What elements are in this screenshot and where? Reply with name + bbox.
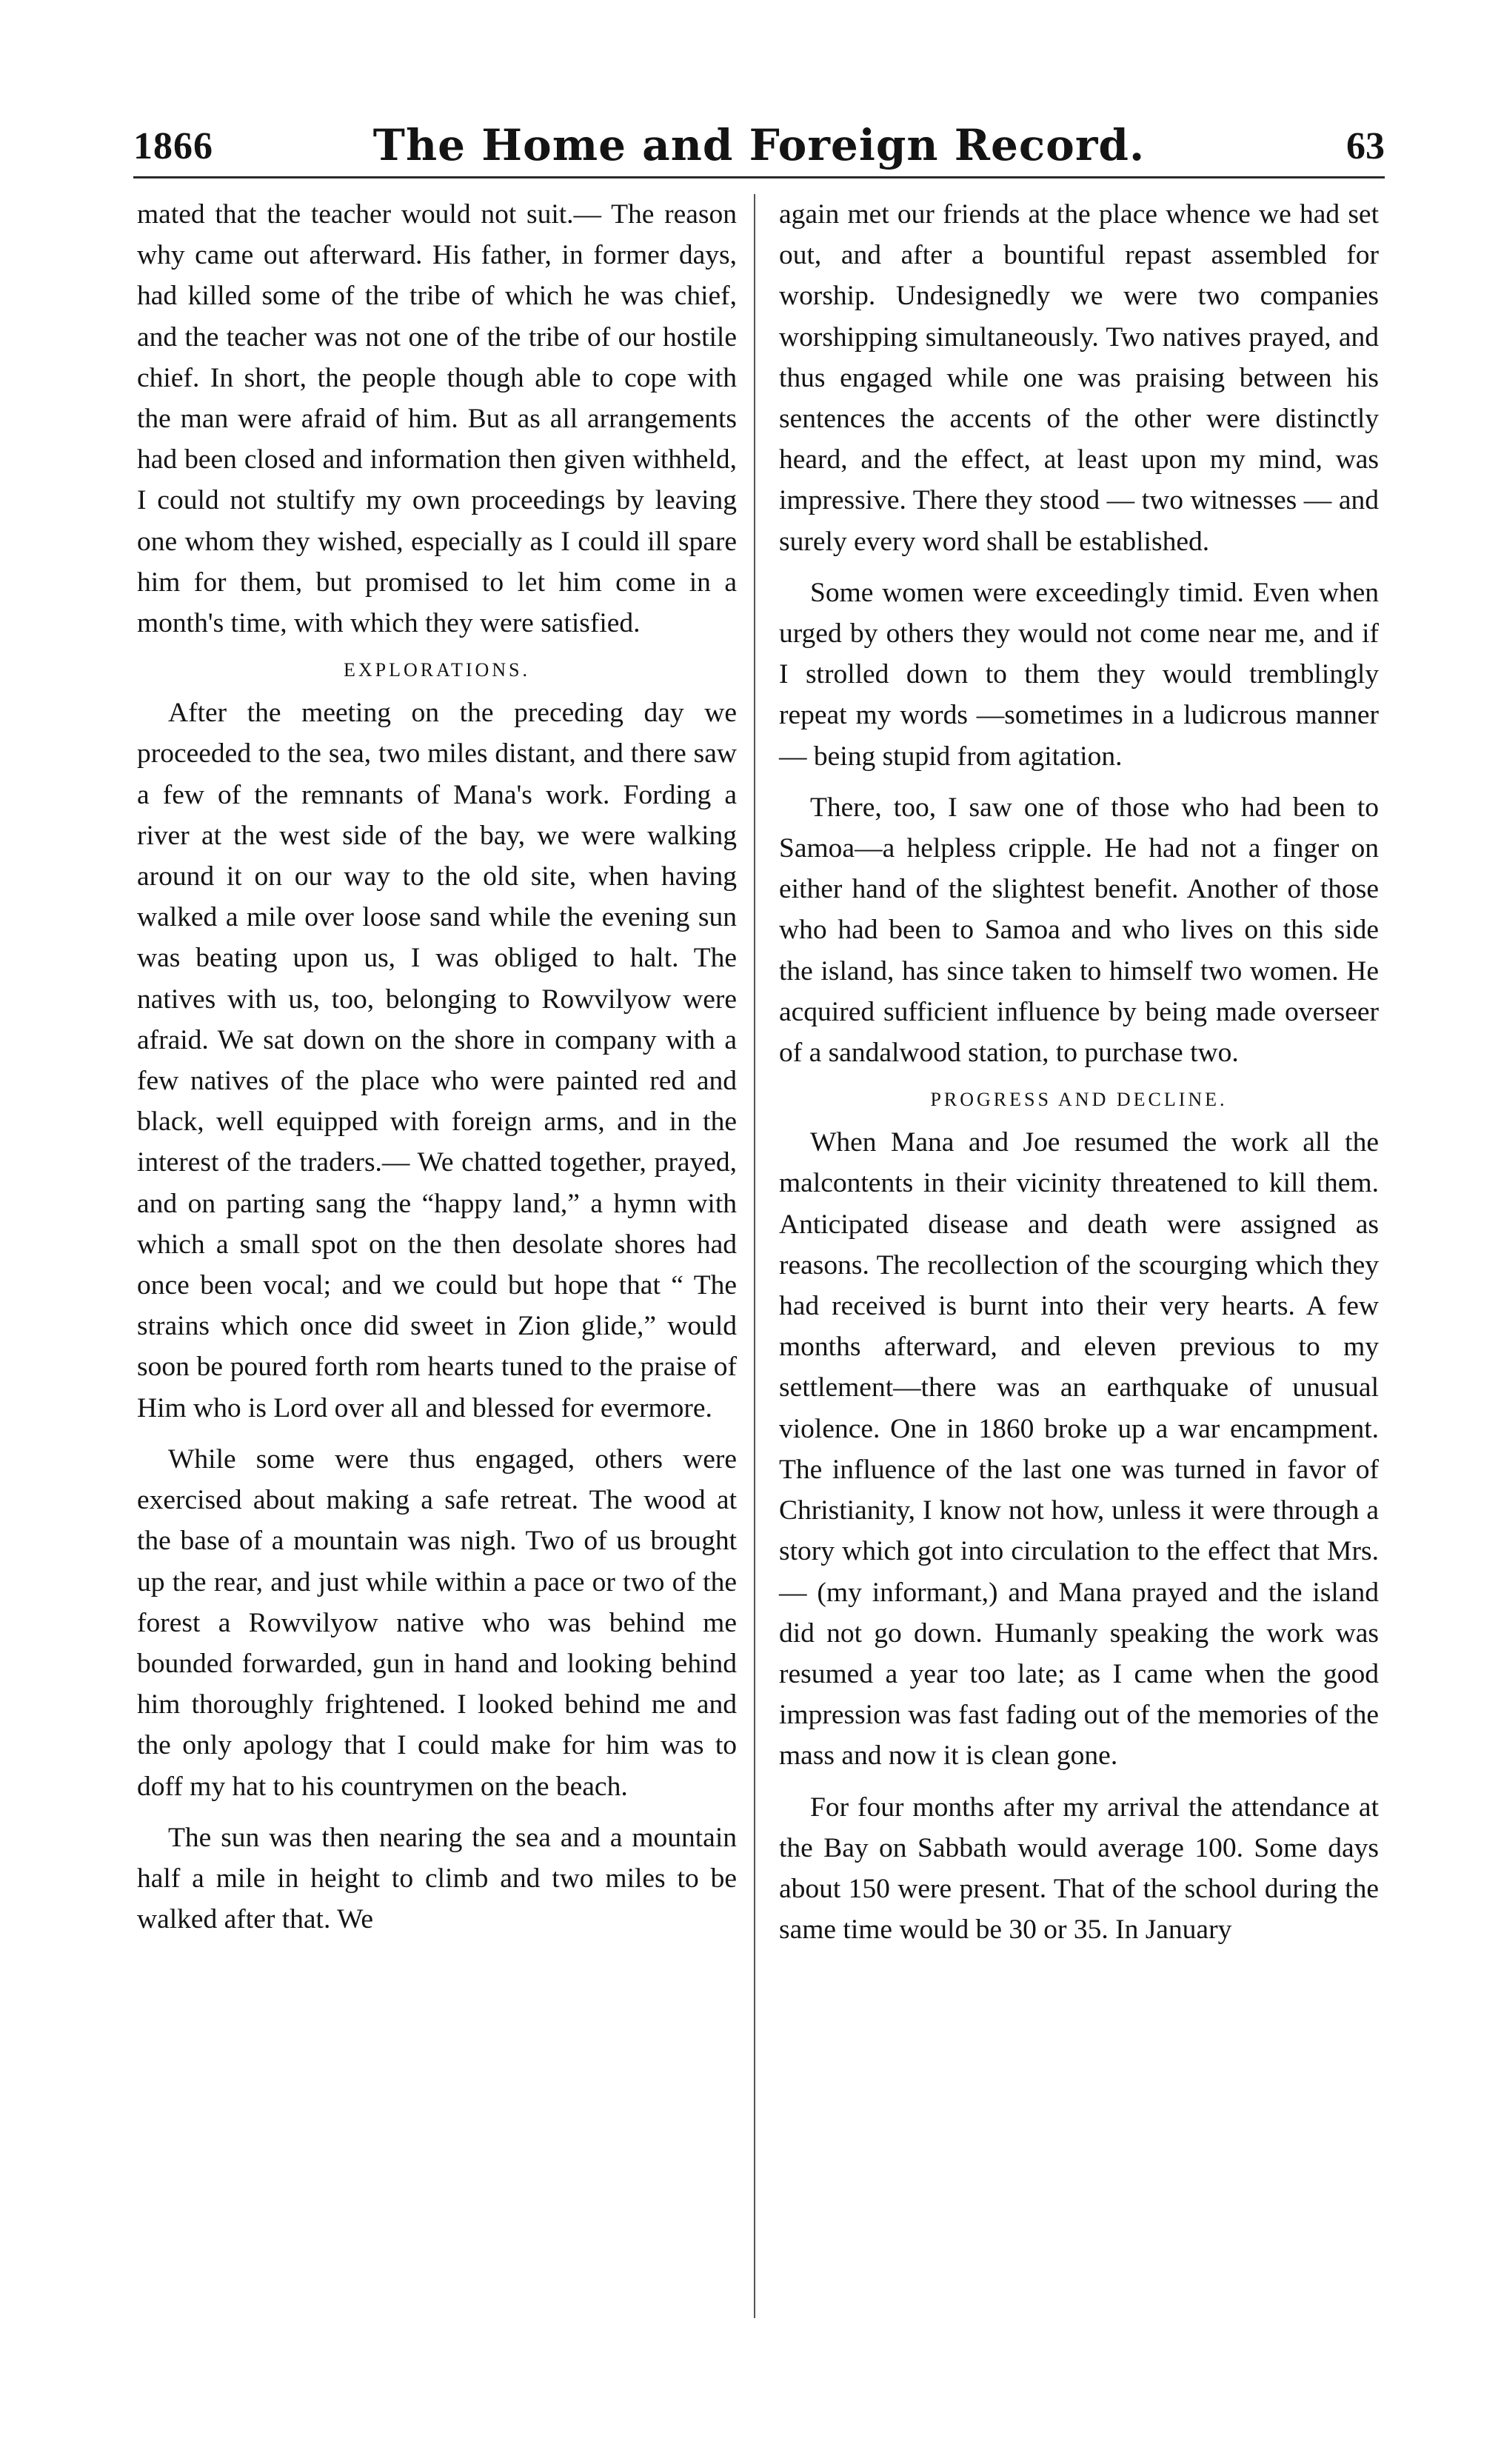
right-column (779, 194, 1379, 1950)
paragraph: For four months after my arrival the attendance at the Bay on Sabbath would average 100. Some days about 150 were present. That of the school during the same time would be 30 or 35. In January (779, 1792, 1379, 1946)
paragraph: The sun was then nearing the sea and a mountain half a mile in height to climb and two miles to be walked after that. We (137, 1822, 737, 1935)
page-number: 63 (1346, 125, 1385, 167)
column-divider (754, 194, 755, 2318)
paragraph: There, too, I saw one of those who had been to Samoa—a helpless cripple. He had not a finger on either hand of the slightest benefit. Another of those who had been to Samoa and who lives on this side the island, has since taken to himself two women. He acquired sufficient influence by being made overseer of a sandalwood station, to purchase two. (779, 792, 1379, 1069)
section-heading-explorations: EXPLORATIONS. (343, 659, 531, 681)
section-heading-progress-and-decline: PROGRESS AND DECLINE. (930, 1089, 1228, 1111)
left-column (137, 194, 737, 1940)
paragraph: mated that the teacher would not suit.— The reason why came out afterward. His father, in former days, had killed some of the tribe of which he was chief, and the teacher was not one of the tribe of our hostile chief. In short, the people though able to cope with the man were afraid of him. But as all arrangements had been closed and information then given withheld, I could not stultify my own proceedings by leaving one whom they wished, especially as I could ill spare him for them, but promised to let him come in a month's time, with which they were satisfied. (137, 199, 737, 639)
paragraph: While some were thus engaged, others were exercised about making a safe retreat. The wood at the base of a mountain was nigh. Two of us brought up the rear, and just while within a pace or two of the forest a Rowvilyow native who was behind me bounded forwarded, gun in hand and looking behind him thoroughly frightened. I looked behind me and the only apology that I could make for him was to doff my hat to his countrymen on the beach. (137, 1443, 737, 1802)
paragraph: After the meeting on the preceding day we proceeded to the sea, two miles distant, and there saw a few of the remnants of Mana's work. Fording a river at the west side of the bay, we were walking around it on our way to the old site, when having walked a mile over loose sand while the evening sun was beating upon us, I was obliged to halt. The natives with us, too, belonging to Rowvilyow were afraid. We sat down on the shore in company with a few natives of the place who were painted red and black, well equipped with foreign arms, and in the interest of the traders.— We chatted together, prayed, and on parting sang the “happy land,” a hymn with which a small spot on the then desolate shores had once been vocal; and we could but hope that “ The strains which once did sweet in Zion glide,” would soon be poured forth rom hearts tuned to the praise of Him who is Lord over all and blessed for evermore. (137, 698, 737, 1423)
page-header (133, 111, 1385, 178)
paragraph: Some women were exceedingly timid. Even when urged by others they would not come near me, and if I strolled down to them they would tremblingly repeat my words —sometimes in a ludicrous manner— being stupid from agitation. (779, 577, 1379, 772)
paragraph: again met our friends at the place whence we had set out, and after a bountiful repast assembled for worship. Undesignedly we were two companies worshipping simultaneously. Two natives prayed, and thus engaged while one was praising between his sentences the accents of the other were distinctly heard, and the effect, at least upon my mind, was impressive. There they stood — two witnesses — and surely every word shall be established. (779, 199, 1379, 557)
header-rule (133, 176, 1385, 178)
paragraph: When Mana and Joe resumed the work all the malcontents in their vicinity threatened to kill them. Anticipated disease and death were assigned as reasons. The recollection of the scourging which they had received is burnt into their very hearts. A few months afterward, and eleven previous to my settlement—there was an earthquake of unusual violence. One in 1860 broke up a war encampment. The influence of the last one was turned in favor of Christianity, I know not how, unless it were through a story which got into circulation to the effect that Mrs.— (my informant,) and Mana prayed and the island did not go down. Humanly speaking the work was resumed a year too late; as I came when the good impression was fast fading out of the memories of the mass and now it is clean gone. (779, 1127, 1379, 1772)
publication-title: The Home and Foreign Record. (372, 120, 1146, 170)
page-year: 1866 (133, 125, 213, 167)
